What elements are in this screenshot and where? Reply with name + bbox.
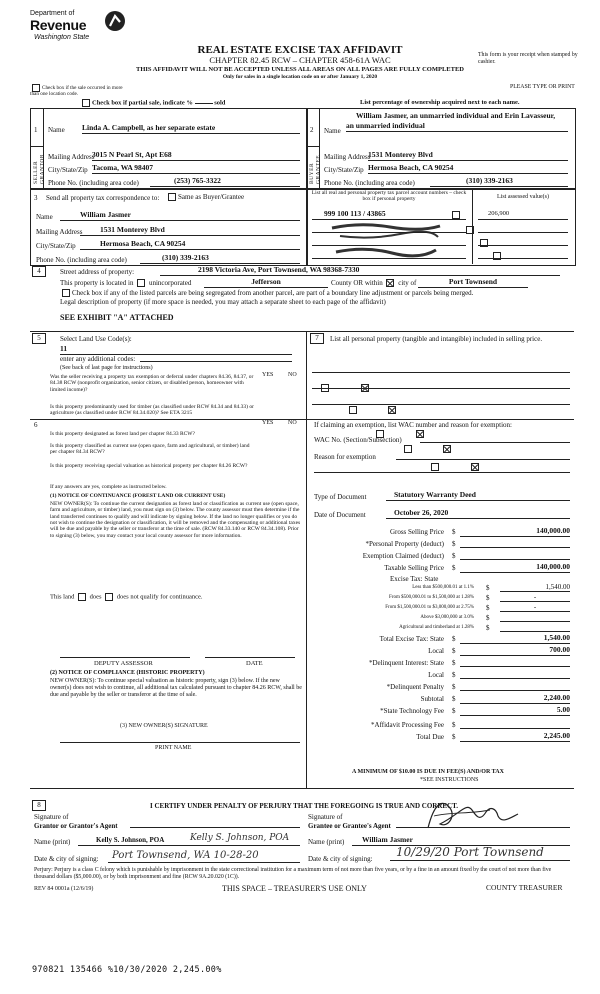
seller-name[interactable]: Linda A. Campbell, as her separate estate — [82, 124, 300, 134]
buyer-side-label: BUYER GRANTEE — [309, 154, 322, 184]
same-as-buyer — [166, 193, 244, 201]
exhibit-a: SEE EXHIBIT "A" ATTACHED — [60, 313, 174, 322]
subtotal-currency: $ — [452, 695, 456, 703]
see-instructions: *SEE INSTRUCTIONS — [420, 777, 479, 783]
grantor-name-label: Name (print) — [34, 838, 71, 846]
county-label: County OR within — [331, 279, 383, 287]
minimum-note: A MINIMUM OF $10.00 IS DUE IN FEE(S) AND/OR TAX — [352, 769, 504, 775]
tier1-currency: $ — [486, 584, 490, 592]
section-1-number: 1 — [34, 126, 38, 134]
legal-note: Legal description of property (if more space is needed, you may attach a separate sheet to each page of the affidavit) — [60, 298, 386, 306]
notice1-title: (1) NOTICE OF CONTINUANCE (FOREST LAND OR CURRENT USE) — [50, 493, 226, 499]
ag-tax[interactable] — [500, 631, 570, 632]
section-4-number: 4 — [32, 266, 46, 277]
total-due-currency: $ — [452, 733, 456, 741]
unincorporated-checkbox[interactable] — [137, 279, 145, 287]
tier4-tax[interactable] — [500, 621, 570, 622]
s6-no-header: NO — [288, 420, 297, 426]
gross-selling-price[interactable]: 140,000.00 — [460, 527, 570, 537]
doc-date-label: Date of Document — [314, 511, 366, 519]
grantor-name-field[interactable] — [78, 835, 300, 846]
exemption-claimed-label: Exemption Claimed (deduct) — [362, 552, 444, 560]
grantee-sig-label1: Signature of — [308, 813, 343, 821]
corr-name-label: Name — [36, 213, 53, 221]
reason-field-1[interactable] — [396, 457, 570, 460]
seller-address[interactable]: 3015 N Pearl St, Apt E68 — [92, 151, 300, 161]
tier2-label: From $500,000.01 to $1,500,000 at 1.28% — [389, 595, 474, 600]
section-2-number: 2 — [310, 126, 314, 134]
s6-q2-yes-checkbox[interactable] — [404, 445, 412, 453]
tier1-tax[interactable]: 1,540.00 — [500, 583, 570, 592]
tier3-currency: $ — [486, 604, 490, 612]
total-state-label: Total Excise Tax: State — [379, 635, 444, 643]
grantee-name[interactable]: William Jasmer — [352, 836, 570, 846]
corr-city-label: City/State/Zip — [36, 242, 76, 250]
land-use-q1: Was the seller receiving a property tax exemption or deferral under chapters 84.36, 84.37, or 84.38 RCW (nonprofit organization, senior citizen, or disabled person, homeowner with limited income)? — [50, 374, 254, 393]
parcel-number-1[interactable]: 999 100 113 / 43865 — [324, 209, 386, 218]
grantee-date-city[interactable]: 10/29/20 Port Townsend — [390, 846, 570, 861]
certify-statement: I CERTIFY UNDER PENALTY OF PERJURY THAT THE FOREGOING IS TRUE AND CORRECT. — [150, 802, 459, 810]
within-city-checkbox[interactable] — [386, 279, 394, 287]
redaction-mark-icon — [330, 222, 442, 260]
check-sale-occurred — [30, 84, 130, 98]
assessed-header: List assessed value(s) — [497, 194, 549, 200]
doc-date[interactable]: October 26, 2020 — [386, 509, 570, 519]
corr-city[interactable]: Hermosa Beach, CA 90254 — [80, 240, 300, 250]
corr-phone-label: Phone No. (including area code) — [36, 256, 127, 264]
section-3-number: 3 — [34, 194, 38, 202]
corr-phone[interactable]: (310) 339-2163 — [140, 254, 300, 264]
affidavit-fee-label: *Affidavit Processing Fee — [371, 721, 444, 729]
seller-side-label: SELLER GRANTOR — [33, 154, 46, 184]
seller-phone-label: Phone No. (including area code) — [48, 179, 139, 187]
wac-label: WAC No. (Section/Subsection) — [314, 436, 402, 444]
form-warning: THIS AFFIDAVIT WILL NOT BE ACCEPTED UNLESS ALL AREAS ON ALL PAGES ARE FULLY COMPLETED — [136, 66, 464, 73]
same-as-buyer-checkbox[interactable] — [168, 193, 176, 201]
s6-q2-no-checkbox[interactable] — [443, 445, 451, 453]
land-use-q2: Is this property predominantly used for timber (as classified under RCW 84.34 and 84.33) or agriculture (as classified under RCW 84.34.020)? See ETA 3215 — [50, 404, 254, 417]
deputy-assessor-label: DEPUTY ASSESSOR — [94, 660, 153, 667]
notice2-title: (2) NOTICE OF COMPLIANCE (HISTORIC PROPERTY) — [50, 670, 205, 676]
local-currency: $ — [452, 647, 456, 655]
located-row — [60, 279, 191, 287]
parcel-2-personal-checkbox[interactable] — [466, 226, 474, 234]
grantor-sig-label1: Signature of — [34, 813, 69, 821]
buyer-phone-label: Phone No. (including area code) — [324, 179, 415, 187]
form-number: REV 84 0001a (12/6/19) — [34, 886, 94, 892]
perjury-note: Perjury: Perjury is a class C felony which is punishable by imprisonment in the state correctional institution for a maximum term of not more than five years, or by a fine in an amount fixed by the court of not more than five thousand dollars ($5,000.00), or by both imprisonment and fine (RCW 9A.20.020 (1C)). — [34, 867, 552, 880]
grantor-sig-label2: Grantor or Grantor's Agent — [34, 822, 118, 830]
does-label: does — [89, 593, 102, 601]
grantee-signature-icon — [420, 794, 530, 834]
s6-q2: Is this property classified as current use (open space, farm and agricultural, or timber) land per chapter 84.34 RCW? — [50, 443, 250, 456]
s5-no-header: NO — [288, 372, 297, 378]
new-owner-sig-label: (3) NEW OWNER(S) SIGNATURE — [120, 723, 208, 729]
s6-q3: Is this property receiving special valuation as historical property per chapter 84.26 RCW? — [50, 463, 248, 469]
deputy-date-line[interactable] — [205, 655, 295, 658]
seller-name-label: Name — [48, 126, 65, 134]
personal-property-line-3[interactable] — [312, 402, 570, 405]
buyer-address-label: Mailing Address — [324, 153, 371, 161]
seller-city-label: City/State/Zip — [48, 166, 88, 174]
section-6-number: 6 — [34, 421, 38, 429]
form-sub-warning: Only for sales in a single location code on or after January 1, 2020 — [222, 74, 378, 80]
exemption-label: If claiming an exemption, list WAC number and reason for exemption: — [314, 421, 512, 429]
parcel-3-personal-checkbox[interactable] — [480, 239, 488, 247]
s6-q1-no-checkbox[interactable] — [416, 430, 424, 438]
section-5-number: 5 — [32, 333, 46, 344]
partial-sale-checkbox[interactable] — [82, 99, 90, 107]
section-7-number: 7 — [310, 333, 324, 344]
notice1-body: NEW OWNER(S): To continue the current designation as forest land or classification as current use (open space, farm and agriculture, or timber) land, you must sign on (3) below. The county assessor must then determine if the land transferred continues to qualify and will indicate by signing below. If the land no longer qualifies or you do not wish to continue the designation or classification, it will be removed and the compensating or additional taxes will be due and payable by the seller or transferor at the time of sale. (RCW 84.33.140 or RCW 84.34.108). Prior to signing (3) below, you may contact your local county assessor for more information. — [50, 501, 301, 539]
q2-no-checkbox[interactable] — [388, 406, 396, 414]
s5-yes-header: YES — [262, 372, 274, 378]
ag-label: Agricultural and timberland at 1.28% — [399, 625, 474, 630]
ag-currency: $ — [486, 624, 490, 632]
grantee-date-label: Date & city of signing: — [308, 855, 373, 863]
city-of-label: city of — [398, 279, 417, 287]
boundary-row — [60, 289, 473, 297]
grantee-name-label: Name (print) — [308, 838, 345, 846]
tech-fee-label: *State Technology Fee — [380, 707, 444, 715]
s6-yes-header: YES — [262, 420, 274, 426]
reason-field-2[interactable] — [314, 470, 570, 473]
deputy-date-label: DATE — [246, 660, 263, 667]
delinq-local-label: Local — [428, 671, 444, 679]
corr-address-label: Mailing Address — [36, 228, 83, 236]
logo-line2: Revenue — [30, 17, 87, 33]
land-qualify-row — [50, 593, 203, 601]
buyer-name-label: Name — [324, 127, 341, 135]
print-name-label: PRINT NAME — [155, 745, 192, 751]
exemption-currency: $ — [452, 552, 456, 560]
tech-fee-value[interactable]: 5.00 — [460, 706, 570, 716]
wac-field[interactable] — [420, 440, 570, 443]
tier4-currency: $ — [486, 614, 490, 622]
seller-address-label: Mailing Address — [48, 153, 95, 161]
delinq-penalty-currency: $ — [452, 683, 456, 691]
land-use-label: Select Land Use Code(s): — [60, 335, 132, 343]
deputy-signature-line[interactable] — [60, 655, 190, 658]
street-label: Street address of property: — [60, 268, 135, 276]
buyer-address[interactable]: 1531 Monterey Blvd — [368, 151, 568, 161]
does-checkbox[interactable] — [78, 593, 86, 601]
grantor-name: Kelly S. Johnson, POA — [96, 836, 165, 844]
total-excise-state[interactable]: 1,540.00 — [460, 634, 570, 644]
property-county[interactable]: Jefferson — [204, 278, 328, 288]
tier4-label: Above $3,000,000 at 3.0% — [420, 615, 474, 620]
delinq-penalty-label: *Delinquent Penalty — [386, 683, 444, 691]
tier2-tax[interactable]: - — [500, 593, 570, 602]
logo-line1: Department of — [30, 10, 75, 17]
form-subtitle: CHAPTER 82.45 RCW – CHAPTER 458-61A WAC — [209, 55, 391, 65]
subtotal-label: Subtotal — [420, 695, 444, 703]
form-title: REAL ESTATE EXCISE TAX AFFIDAVIT — [197, 44, 403, 56]
local-tax[interactable]: 700.00 — [460, 646, 570, 656]
correspondence-label: Send all property tax correspondence to: — [46, 194, 160, 202]
taxable-selling-price[interactable]: 140,000.00 — [460, 563, 570, 573]
treasurer-space: THIS SPACE – TREASURER'S USE ONLY — [222, 884, 367, 893]
affidavit-fee-currency: $ — [452, 721, 456, 729]
additional-codes-label: enter any additional codes: — [60, 355, 136, 363]
s6-q1: Is this property designated as forest land per chapter 84.33 RCW? — [50, 431, 195, 437]
type-note: PLEASE TYPE OR PRINT — [510, 84, 575, 90]
print-name-line[interactable] — [60, 740, 300, 743]
treasurer-stamp: 970821 135466 %10/30/2020 2,245.00% — [32, 965, 222, 975]
total-state-currency: $ — [452, 635, 456, 643]
grantor-date-city[interactable]: Port Townsend, WA 10-28-20 — [108, 850, 300, 863]
corr-address[interactable]: 1531 Monterey Blvd — [80, 226, 300, 236]
logo-line3: Washington State — [34, 34, 90, 41]
grantor-date-label: Date & city of signing: — [34, 855, 99, 863]
parcel-4-personal-checkbox[interactable] — [493, 252, 501, 260]
delinq-state-field[interactable] — [460, 666, 570, 667]
gross-currency: $ — [452, 528, 456, 536]
grantor-signature-line[interactable] — [130, 827, 300, 828]
corr-name[interactable]: William Jasmer — [60, 211, 300, 221]
delinq-state-label: *Delinquent Interest: State — [368, 659, 444, 667]
personal-deduct-label: *Personal Property (deduct) — [365, 540, 444, 548]
additional-codes-field[interactable] — [140, 355, 292, 362]
within-row — [331, 279, 416, 287]
buyer-name-line2[interactable]: an unmarried individual — [346, 122, 568, 132]
personal-property-line-2[interactable] — [312, 386, 570, 389]
doc-type[interactable]: Statutory Warranty Deed — [386, 491, 570, 501]
county-treasurer: COUNTY TREASURER — [486, 883, 563, 892]
property-street[interactable]: 2198 Victoria Ave, Port Townsend, WA 98368-7330 — [160, 266, 560, 276]
assessed-value-1[interactable]: 206,900 — [488, 210, 510, 217]
ownership-note: List percentage of ownership acquired next to each name. — [360, 99, 520, 106]
tier3-label: From $1,500,000.01 to $3,000,000 at 2.75% — [385, 605, 474, 610]
q2-yes-checkbox[interactable] — [349, 406, 357, 414]
seller-phone[interactable]: (253) 765-3322 — [150, 177, 300, 187]
tier1-label: Less than $500,000.01 at 1.1% — [412, 585, 474, 590]
personal-property-label: List all personal property (tangible and intangible) included in selling price. — [330, 335, 543, 343]
this-land-label: This land — [50, 593, 75, 601]
partial-sale-row — [80, 99, 225, 107]
delinq-penalty-field[interactable] — [460, 690, 570, 691]
taxable-label: Taxable Selling Price — [384, 564, 444, 572]
subtotal-value[interactable]: 2,240.00 — [460, 694, 570, 704]
seller-city[interactable]: Tacoma, WA 98407 — [92, 164, 300, 174]
total-due-value[interactable]: 2,245.00 — [460, 732, 570, 742]
boundary-note: Check box if any of the listed parcels are being segregated from another parcel, are part of a boundary line adjustment or parcels being merged. — [72, 289, 474, 297]
boundary-checkbox[interactable] — [62, 289, 70, 297]
notice2-body: NEW OWNER(S): To continue special valuation as historic property, sign (3) below. If the new owner(s) does not wish to continue, all additional tax calculated pursuant to chapter 84.26 RCW, shall be due and payable by the seller or transferor at the time of sale. — [50, 678, 302, 698]
parcel-header: List all real and personal property tax parcel account numbers – check box if personal property — [311, 190, 467, 203]
partial-percent-field[interactable] — [195, 103, 213, 104]
exemption-claimed-field[interactable] — [460, 559, 570, 560]
property-city[interactable]: Port Townsend — [418, 278, 528, 288]
affidavit-fee-field[interactable] — [460, 728, 570, 729]
unincorporated-label: unincorporated — [148, 279, 192, 287]
doc-type-label: Type of Document — [314, 493, 367, 501]
section-8-number: 8 — [32, 800, 46, 811]
buyer-city[interactable]: Hermosa Beach, CA 90254 — [368, 164, 568, 174]
delinq-local-field[interactable] — [460, 678, 570, 679]
see-back: (See back of last page for instructions) — [60, 365, 153, 371]
taxable-currency: $ — [452, 564, 456, 572]
excise-state-label: Excise Tax: State — [390, 575, 439, 583]
tier3-tax[interactable]: - — [500, 603, 570, 612]
sale-occurred-label: Check box if the sale occurred in more than one location code. — [30, 85, 123, 98]
located-label: This property is located in — [60, 279, 134, 287]
delinq-local-currency: $ — [452, 671, 456, 679]
delinq-state-currency: $ — [452, 659, 456, 667]
sale-occurred-checkbox[interactable] — [32, 84, 40, 92]
total-due-label: Total Due — [416, 733, 444, 741]
same-as-buyer-label: Same as Buyer/Grantee — [178, 193, 245, 201]
tier2-currency: $ — [486, 594, 490, 602]
grantor-handwritten-name: Kelly S. Johnson, POA — [190, 833, 290, 843]
grantee-sig-label2: Grantee or Grantee's Agent — [308, 822, 391, 830]
does-not-label: does not qualify for continuance. — [116, 593, 203, 601]
does-not-checkbox[interactable] — [105, 593, 113, 601]
s6-if-yes: If any answers are yes, complete as instructed below. — [50, 484, 167, 490]
sold-label: sold — [214, 99, 226, 107]
buyer-name-line1[interactable]: William Jasmer, an unmarried individual and Erin Lavasseur, — [356, 111, 556, 120]
local-label: Local — [428, 647, 444, 655]
personal-property-line-1[interactable] — [312, 370, 570, 373]
partial-sale-label: Check box if partial sale, indicate % — [92, 99, 193, 107]
personal-deduct-field[interactable] — [460, 547, 570, 548]
personal-currency: $ — [452, 540, 456, 548]
exemption-reason-label: Reason for exemption — [314, 453, 376, 461]
buyer-phone[interactable]: (310) 339-2163 — [430, 177, 568, 187]
land-use-code[interactable]: 11 — [60, 345, 292, 355]
dor-emblem-icon — [104, 10, 126, 32]
buyer-city-label: City/State/Zip — [324, 166, 364, 174]
gross-label: Gross Selling Price — [389, 528, 444, 536]
tech-fee-currency: $ — [452, 707, 456, 715]
receipt-note: This form is your receipt when stamped by cashier. — [478, 52, 578, 65]
